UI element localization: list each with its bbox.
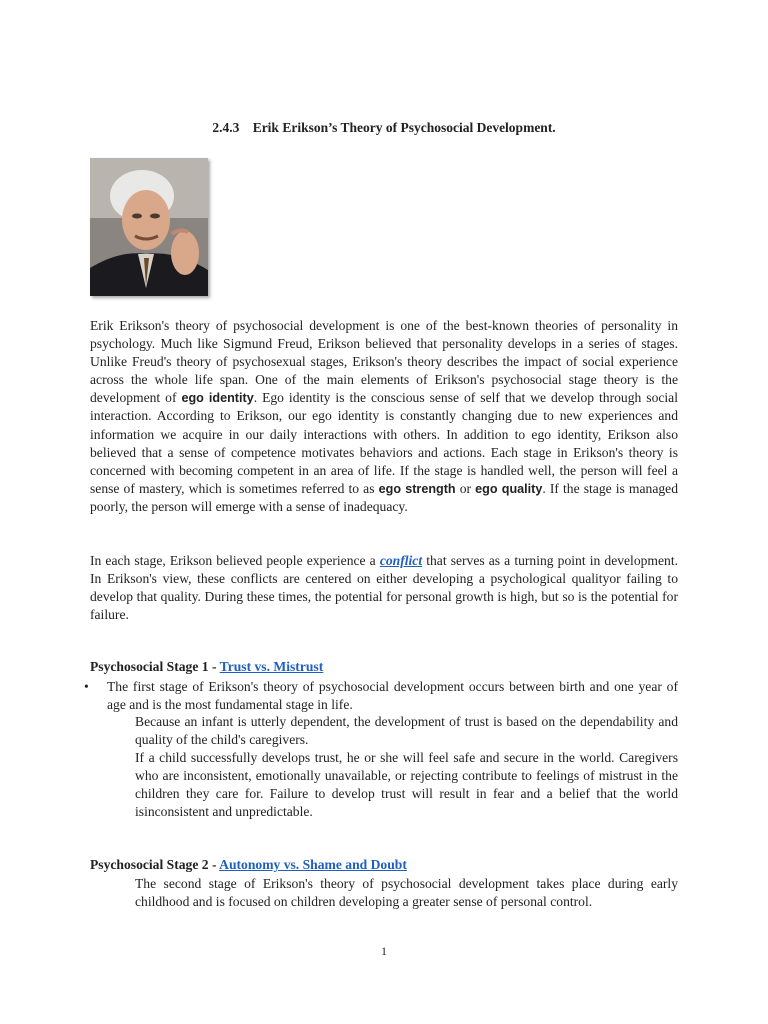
trust-vs-mistrust-link[interactable]: Trust vs. Mistrust <box>219 659 324 674</box>
ego-quality-term: ego quality <box>475 481 543 496</box>
section-number: 2.4.3 <box>212 120 240 135</box>
stage2-heading <box>90 857 407 873</box>
portrait-photo <box>90 158 208 296</box>
page-number: 1 <box>381 944 387 958</box>
section-heading <box>0 120 768 136</box>
conflict-link[interactable]: conflict <box>379 553 423 568</box>
section-title: Erik Erikson’s Theory of Psychosocial Development. <box>252 120 556 135</box>
intro-text-1: Erik Erikson's theory of psychosocial development is one of the best-known theories of personality in psychology. Much like Sigmund Freud, Erikson believed that personality develops in a series of stages. Unlike Freud's theory of psychosexual stages, Erikson's theory describes the impact of social experience across the whole life span. One of the main elements of Erikson's psychosocial stage theory is the development of <box>90 318 678 406</box>
autonomy-vs-shame-link[interactable]: Autonomy vs. Shame and Doubt <box>219 857 407 872</box>
intro-text-2: . Ego identity is the conscious sense of self that we develop through social interaction. According to Erikson, our ego identity is constantly changing due to new experiences and information we acquire in our daily interactions with others. In addition to ego identity, Erikson also believed that a sense of competence motivates behaviors and actions. Each stage in Erikson's theory is concerned with becoming competent in an area of life. If the stage is handled well, the person will feel a sense of mastery, which is sometimes referred to as <box>90 390 678 496</box>
conflict-paragraph <box>90 552 678 624</box>
intro-text-4: . If the stage is managed poorly, the person will emerge with a sense of inadequacy. <box>90 480 678 514</box>
stage2-indent-1: The second stage of Erikson's theory of psychosocial development takes place during early childhood and is focused on children developing a greater sense of personal control. <box>135 876 678 910</box>
intro-paragraph <box>90 317 678 516</box>
stage1-indent-2: If a child successfully develops trust, he or she will feel safe and secure in the world. Caregivers who are inconsistent, emotionally unavailable, or rejecting contribute to feelings of mistrust in the children they care for. Failure to develop trust will result in fear and a belief that the world isinconsistent and unpredictable. <box>135 750 678 820</box>
portrait-image <box>90 158 208 296</box>
stage1-bullet-text: The first stage of Erikson's theory of psychosocial development occurs between birth and one year of age and is the most fundamental stage in life. <box>107 679 678 713</box>
stage1-heading <box>90 659 323 675</box>
conflict-text-2: that serves as a turning point in development. In Erikson's view, these conflicts are centered on either developing a psychological qualityor failing to develop that quality. During these times, the potential for personal growth is high, but so is the potential for failure. <box>90 553 679 623</box>
ego-identity-term: ego identity <box>181 391 254 406</box>
intro-text-3: or <box>455 480 476 496</box>
stage2-prefix: Psychosocial Stage 2 - <box>90 857 220 872</box>
bullet-marker: • <box>84 679 89 694</box>
stage1-bullet <box>84 678 678 714</box>
stage1-prefix: Psychosocial Stage 1 - <box>90 659 220 674</box>
conflict-text-1: In each stage, Erikson believed people experience a <box>90 553 380 568</box>
stage1-indent-1: Because an infant is utterly dependent, the development of trust is based on the dependability and quality of the child's caregivers. <box>135 714 678 748</box>
ego-strength-term: ego strength <box>378 481 456 496</box>
